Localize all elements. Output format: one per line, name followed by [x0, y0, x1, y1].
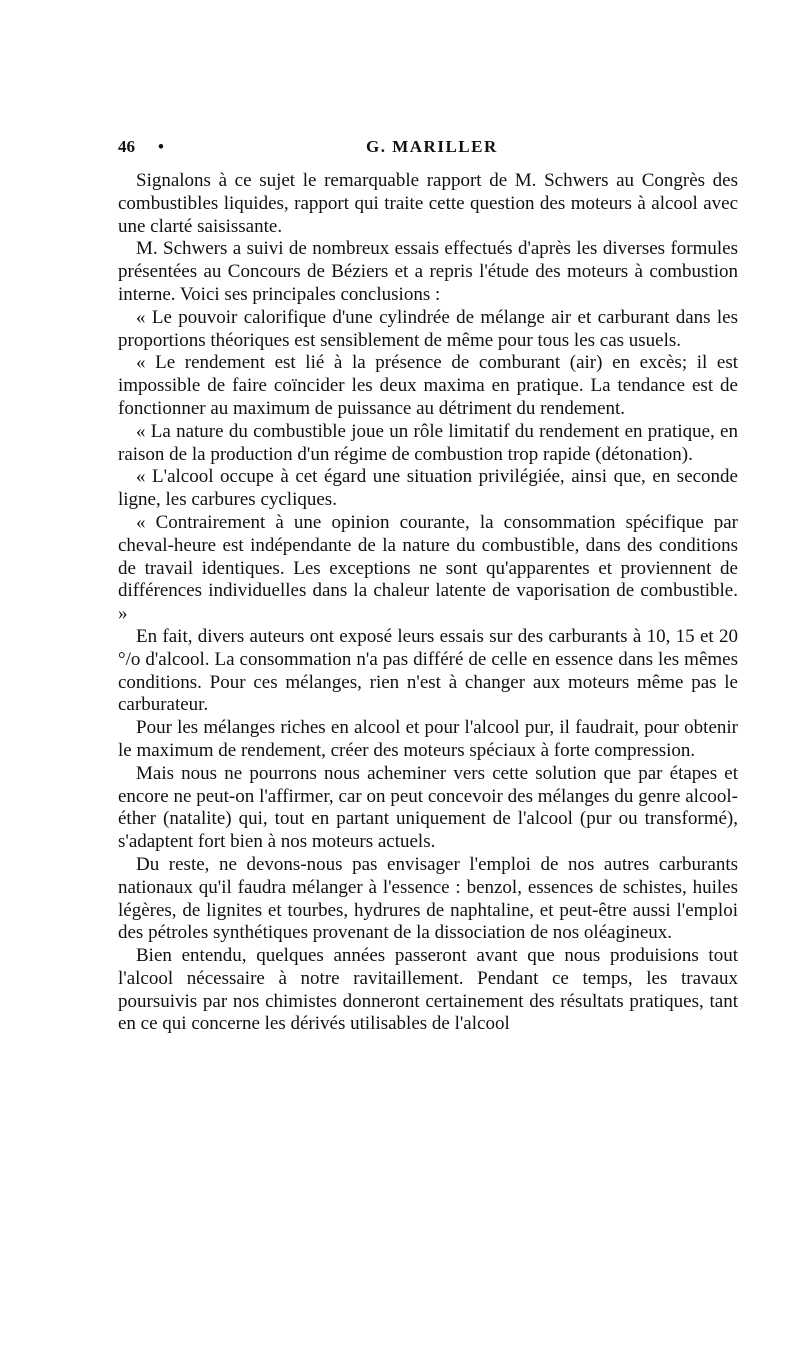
header-dot: •: [158, 137, 164, 156]
paragraph: « Le pouvoir calorifique d'une cylindrée de mélange air et carburant dans les proportions théoriques est sensiblement de même pour tous les cas usuels.: [118, 306, 738, 351]
body-text: [118, 170, 738, 1036]
page-header: [118, 137, 738, 163]
paragraph: Signalons à ce sujet le remarquable rapport de M. Schwers au Congrès des combustibles liquides, rapport qui traite cette question des moteurs à alcool avec une clarté saisissante.: [118, 170, 738, 237]
paragraph: En fait, divers auteurs ont exposé leurs essais sur des carburants à 10, 15 et 20 °/o d'alcool. La consommation n'a pas différé de celle en essence dans les mêmes conditions. Pour ces mélanges, rien n'est à changer aux moteurs même pas le carburateur.: [118, 625, 738, 716]
paragraph: « La nature du combustible joue un rôle limitatif du rendement en pratique, en raison de la production d'un régime de combustion trop rapide (détonation).: [118, 420, 738, 465]
paragraph: M. Schwers a suivi de nombreux essais effectués d'après les diverses formules présentées au Concours de Béziers et a repris l'étude des moteurs à combustion interne. Voici ses principales conclusions :: [118, 238, 738, 305]
paragraph: Mais nous ne pourrons nous acheminer vers cette solution que par étapes et encore ne peut-on l'affirmer, car on peut concevoir des mélanges du genre alcool-éther (natalite) qui, tout en partant uniquement de l'alcool (pur ou transformé), s'adaptent fort bien à nos moteurs actuels.: [118, 762, 738, 853]
paragraph: « L'alcool occupe à cet égard une situation privilégiée, ainsi que, en seconde ligne, les carbures cycliques.: [118, 466, 738, 511]
paragraph: Bien entendu, quelques années passeront avant que nous produisions tout l'alcool nécessaire à notre ravitaillement. Pendant ce temps, les travaux poursuivis par nos chimistes donneront certainement des résultats pratiques, tant en ce qui concerne les dérivés utilisables de l'alcool: [118, 945, 738, 1035]
paragraph: Pour les mélanges riches en alcool et pour l'alcool pur, il faudrait, pour obtenir le maximum de rendement, créer des moteurs spéciaux à forte compression.: [118, 717, 738, 761]
paragraph: Du reste, ne devons-nous pas envisager l'emploi de nos autres carburants nationaux qu'il faudra mélanger à l'essence : benzol, essences de schistes, huiles légères, de lignites et tourbes, hydrures de naphtaline, et peut-être aussi l'emploi des pétroles synthétiques provenant de la dissociation de nos oléagineux.: [118, 853, 738, 944]
running-head: G. MARILLER: [366, 137, 498, 156]
paragraph: « Le rendement est lié à la présence de comburant (air) en excès; il est impossible de faire coïncider les deux maxima en pratique. La tendance est de fonctionner au maximum de puissance au détriment du rendement.: [118, 352, 738, 419]
paragraph: « Contrairement à une opinion courante, la consommation spécifique par cheval-heure est indépendante de la nature du combustible, dans des conditions de travail identiques. Les exceptions ne sont qu'apparentes et proviennent de différences individuelles dans la chaleur latente de vaporisation de combustible. »: [118, 511, 738, 625]
page-number: 46: [118, 137, 135, 156]
